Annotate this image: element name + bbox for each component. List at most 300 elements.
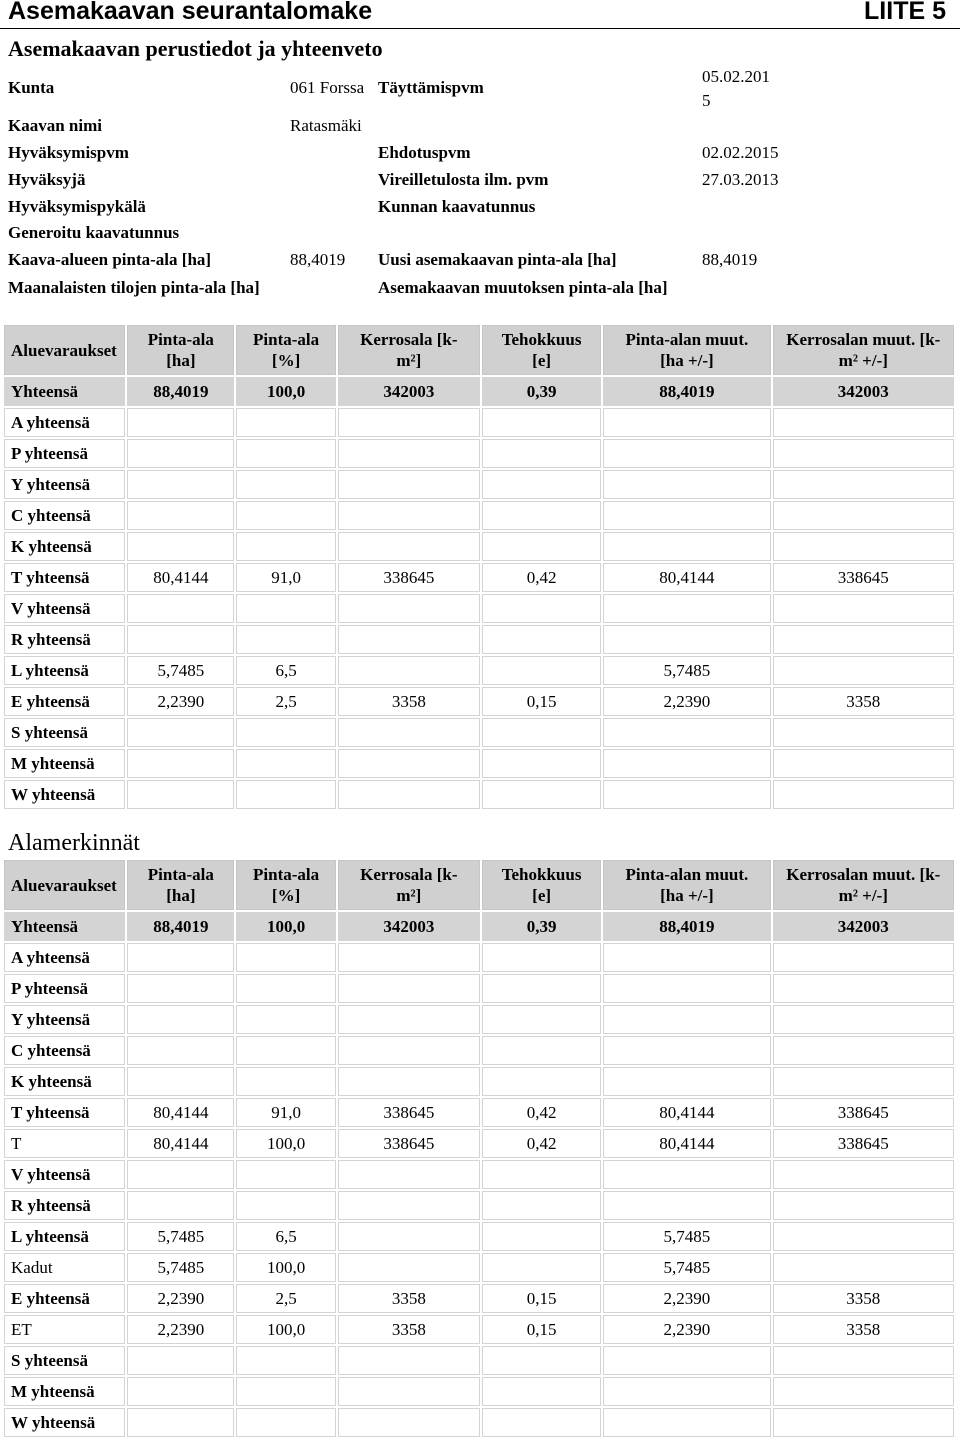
- table-header-row: [4, 325, 954, 375]
- col-kerrosalan-muutos-cell: [773, 1253, 954, 1282]
- header-line: Aluevaraukset: [11, 340, 117, 360]
- col-kerrosala-cell: 342003: [338, 912, 480, 941]
- col-pinta-ala-pct-cell: 100,0: [236, 1315, 335, 1344]
- header-line: Aluevaraukset: [11, 875, 117, 895]
- row-label: P yhteensä: [4, 439, 125, 468]
- hyvaksymispykala-label: Hyväksymispykälä: [8, 197, 146, 216]
- col-kerrosala-cell: [338, 594, 480, 623]
- table-row: [4, 1253, 954, 1282]
- row-label: E yhteensä: [4, 1284, 125, 1313]
- header-line: Tehokkuus: [501, 865, 582, 884]
- table-row: [4, 532, 954, 561]
- col-pinta-ala-ha-cell: [127, 470, 234, 499]
- header-line: [e]: [532, 886, 552, 905]
- col-tehokkuus-cell: [482, 501, 601, 530]
- col-pinta-ala-ha-cell: [127, 1191, 234, 1220]
- row-label: M yhteensä: [4, 1377, 125, 1406]
- col-kerrosala-cell: [338, 1222, 480, 1251]
- col-aluevaraukset-header: [4, 860, 125, 910]
- col-kerrosalan-muutos-cell: [773, 974, 954, 1003]
- col-kerrosalan-muutos-cell: [773, 1346, 954, 1375]
- appendix-label: LIITE 5: [864, 0, 946, 25]
- col-kerrosala-cell: [338, 532, 480, 561]
- col-tehokkuus-header: [482, 325, 601, 375]
- header-line: [e]: [532, 351, 552, 370]
- table-row: [4, 974, 954, 1003]
- row-label: T yhteensä: [4, 563, 125, 592]
- col-kerrosala-cell: 3358: [338, 1315, 480, 1344]
- col-kerrosala-cell: [338, 1036, 480, 1065]
- col-pinta-ala-pct-header: [236, 860, 335, 910]
- col-pinta-ala-ha-cell: [127, 780, 234, 809]
- ehdotuspvm-label: Ehdotuspvm: [378, 143, 471, 162]
- table-row: [4, 625, 954, 654]
- header-line: [ha +/-]: [660, 351, 714, 370]
- col-pinta-ala-pct-cell: 91,0: [236, 563, 335, 592]
- header-line: Kerrosalan muut. [k-: [786, 865, 941, 884]
- col-pinta-ala-pct-cell: [236, 439, 335, 468]
- table-row: [4, 1284, 954, 1313]
- col-pinta-ala-ha-cell: 88,4019: [127, 377, 234, 406]
- col-pinta-ala-ha-cell: [127, 749, 234, 778]
- col-kerrosala-cell: [338, 943, 480, 972]
- col-pinta-alan-muutos-cell: 5,7485: [603, 1222, 770, 1251]
- col-pinta-ala-pct-cell: [236, 974, 335, 1003]
- table-row: [4, 1377, 954, 1406]
- total-row: [4, 377, 954, 406]
- generoitu-kaavatunnus-label: Generoitu kaavatunnus: [8, 223, 180, 242]
- uusi-pinta-ala-label: Uusi asemakaavan pinta-ala [ha]: [378, 250, 617, 269]
- hyvaksyja-label: Hyväksyjä: [8, 170, 86, 189]
- col-pinta-ala-pct-cell: [236, 1005, 335, 1034]
- row-label: A yhteensä: [4, 408, 125, 437]
- row-label: V yhteensä: [4, 594, 125, 623]
- row-label: C yhteensä: [4, 501, 125, 530]
- col-kerrosala-cell: 3358: [338, 1284, 480, 1313]
- col-kerrosala-cell: [338, 1005, 480, 1034]
- col-tehokkuus-cell: [482, 1377, 601, 1406]
- muutos-pinta-ala-label: Asemakaavan muutoksen pinta-ala [ha]: [378, 278, 668, 297]
- col-pinta-ala-pct-cell: 6,5: [236, 1222, 335, 1251]
- col-kerrosalan-muutos-cell: [773, 1222, 954, 1251]
- vireilletulo-label: Vireilletulosta ilm. pvm: [378, 170, 549, 189]
- col-pinta-ala-ha-cell: [127, 1346, 234, 1375]
- col-tehokkuus-cell: [482, 718, 601, 747]
- col-pinta-alan-muutos-cell: 5,7485: [603, 1253, 770, 1282]
- header-line: Pinta-ala: [147, 330, 214, 349]
- table-row: [4, 1067, 954, 1096]
- col-kerrosalan-muutos-cell: [773, 532, 954, 561]
- table-row: [4, 1315, 954, 1344]
- col-pinta-alan-muutos-cell: [603, 470, 770, 499]
- col-pinta-ala-ha-cell: [127, 439, 234, 468]
- col-pinta-ala-ha-cell: 2,2390: [127, 1315, 234, 1344]
- alamerkinnat-table: [2, 858, 956, 1439]
- table-row: [4, 594, 954, 623]
- col-kerrosalan-muutos-cell: [773, 625, 954, 654]
- col-kerrosalan-muutos-cell: [773, 656, 954, 685]
- table-row: [4, 1005, 954, 1034]
- col-pinta-alan-muutos-cell: [603, 1408, 770, 1437]
- col-tehokkuus-cell: [482, 1253, 601, 1282]
- col-pinta-ala-ha-cell: [127, 501, 234, 530]
- row-label: Y yhteensä: [4, 1005, 125, 1034]
- col-pinta-ala-pct-cell: [236, 1346, 335, 1375]
- row-label: W yhteensä: [4, 780, 125, 809]
- col-tehokkuus-cell: [482, 656, 601, 685]
- col-tehokkuus-cell: [482, 1222, 601, 1251]
- kunta-label: Kunta: [8, 78, 55, 97]
- header-line: Pinta-alan muut.: [625, 865, 749, 884]
- col-pinta-ala-ha-cell: 80,4144: [127, 563, 234, 592]
- row-label: ET: [4, 1315, 125, 1344]
- col-tehokkuus-cell: [482, 974, 601, 1003]
- col-tehokkuus-cell: [482, 1346, 601, 1375]
- row-label: S yhteensä: [4, 1346, 125, 1375]
- kunta-value: 061 Forssa: [290, 78, 365, 97]
- col-pinta-ala-pct-cell: 100,0: [236, 1253, 335, 1282]
- col-pinta-ala-pct-cell: [236, 625, 335, 654]
- col-pinta-ala-ha-cell: [127, 1408, 234, 1437]
- col-pinta-alan-muutos-cell: 5,7485: [603, 656, 770, 685]
- header-line: [%]: [271, 886, 301, 905]
- col-kerrosala-cell: 338645: [338, 563, 480, 592]
- table-row: [4, 1098, 954, 1127]
- col-tehokkuus-cell: [482, 1005, 601, 1034]
- tayttamispvm-label: Täyttämispvm: [378, 78, 484, 97]
- uusi-pinta-ala-value: 88,4019: [702, 250, 758, 269]
- col-pinta-ala-ha-cell: 5,7485: [127, 1222, 234, 1251]
- header-line: [%]: [271, 351, 301, 370]
- header-line: Kerrosala [k-: [360, 865, 458, 884]
- col-pinta-ala-pct-cell: [236, 749, 335, 778]
- table-row: [4, 563, 954, 592]
- col-pinta-alan-muutos-cell: [603, 1191, 770, 1220]
- col-kerrosala-header: [338, 325, 480, 375]
- col-tehokkuus-cell: [482, 943, 601, 972]
- col-pinta-alan-muutos-cell: [603, 1346, 770, 1375]
- col-pinta-ala-ha-cell: 5,7485: [127, 1253, 234, 1282]
- aluevaraukset-table: [2, 323, 956, 811]
- row-label: K yhteensä: [4, 1067, 125, 1096]
- col-tehokkuus-cell: 0,15: [482, 1284, 601, 1313]
- col-pinta-ala-ha-cell: [127, 594, 234, 623]
- hyvaksymispvm-label: Hyväksymispvm: [8, 143, 129, 162]
- header-line: Pinta-alan muut.: [625, 330, 749, 349]
- row-label: R yhteensä: [4, 1191, 125, 1220]
- col-kerrosalan-muutos-cell: [773, 1036, 954, 1065]
- row-label: Y yhteensä: [4, 470, 125, 499]
- col-kerrosala-cell: 342003: [338, 377, 480, 406]
- header-line: Pinta-ala: [253, 330, 320, 349]
- col-pinta-ala-pct-cell: 2,5: [236, 1284, 335, 1313]
- col-kerrosalan-muutos-cell: [773, 594, 954, 623]
- col-tehokkuus-cell: 0,42: [482, 563, 601, 592]
- col-pinta-alan-muutos-cell: 80,4144: [603, 1098, 770, 1127]
- col-pinta-alan-muutos-header: [603, 325, 770, 375]
- col-pinta-alan-muutos-cell: [603, 408, 770, 437]
- col-kerrosalan-muutos-header: [773, 860, 954, 910]
- col-tehokkuus-cell: 0,42: [482, 1129, 601, 1158]
- row-label: R yhteensä: [4, 625, 125, 654]
- maanalaiset-tilat-label: Maanalaisten tilojen pinta-ala [ha]: [8, 278, 260, 297]
- kaava-alue-pinta-ala-label: Kaava-alueen pinta-ala [ha]: [8, 250, 212, 269]
- header-line: m² +/-]: [838, 886, 888, 905]
- table-row: [4, 1346, 954, 1375]
- col-kerrosala-cell: [338, 1067, 480, 1096]
- col-tehokkuus-cell: [482, 532, 601, 561]
- col-pinta-alan-muutos-cell: [603, 1377, 770, 1406]
- col-tehokkuus-cell: [482, 1036, 601, 1065]
- table-row: [4, 470, 954, 499]
- row-label: P yhteensä: [4, 974, 125, 1003]
- col-pinta-ala-pct-cell: [236, 1160, 335, 1189]
- col-kerrosalan-muutos-cell: [773, 1005, 954, 1034]
- col-pinta-ala-ha-header: [127, 325, 234, 375]
- col-kerrosalan-muutos-cell: [773, 408, 954, 437]
- col-pinta-ala-ha-cell: [127, 625, 234, 654]
- col-pinta-alan-muutos-cell: 2,2390: [603, 1315, 770, 1344]
- row-label: V yhteensä: [4, 1160, 125, 1189]
- row-label: C yhteensä: [4, 1036, 125, 1065]
- vireilletulo-value: 27.03.2013: [702, 170, 779, 189]
- col-pinta-alan-muutos-cell: [603, 1036, 770, 1065]
- col-pinta-ala-pct-cell: 100,0: [236, 377, 335, 406]
- col-kerrosala-cell: [338, 1377, 480, 1406]
- col-kerrosalan-muutos-cell: [773, 1377, 954, 1406]
- col-tehokkuus-cell: 0,39: [482, 377, 601, 406]
- col-pinta-ala-pct-cell: [236, 1408, 335, 1437]
- header-line: m²]: [396, 351, 422, 370]
- header-line: Tehokkuus: [501, 330, 582, 349]
- col-tehokkuus-cell: 0,42: [482, 1098, 601, 1127]
- col-kerrosala-cell: [338, 1408, 480, 1437]
- col-kerrosala-cell: [338, 656, 480, 685]
- col-kerrosala-cell: [338, 1160, 480, 1189]
- kunnan-kaavatunnus-label: Kunnan kaavatunnus: [378, 197, 536, 216]
- col-pinta-alan-muutos-cell: [603, 974, 770, 1003]
- col-pinta-alan-muutos-cell: [603, 532, 770, 561]
- col-pinta-ala-pct-cell: [236, 408, 335, 437]
- col-kerrosalan-muutos-header: [773, 325, 954, 375]
- header-line: m² +/-]: [838, 351, 888, 370]
- col-pinta-ala-pct-cell: 100,0: [236, 912, 335, 941]
- row-label: Yhteensä: [4, 377, 125, 406]
- col-pinta-ala-pct-cell: 100,0: [236, 1129, 335, 1158]
- kaavan-nimi-label: Kaavan nimi: [8, 116, 102, 135]
- header-line: Pinta-ala: [147, 865, 214, 884]
- row-label: E yhteensä: [4, 687, 125, 716]
- col-kerrosalan-muutos-cell: [773, 1408, 954, 1437]
- table-row: [4, 1191, 954, 1220]
- col-pinta-alan-muutos-cell: [603, 1005, 770, 1034]
- header-line: Kerrosalan muut. [k-: [786, 330, 941, 349]
- col-pinta-ala-pct-cell: 6,5: [236, 656, 335, 685]
- table-row: [4, 439, 954, 468]
- table-header-row: [4, 860, 954, 910]
- col-tehokkuus-cell: 0,15: [482, 687, 601, 716]
- col-kerrosalan-muutos-cell: [773, 718, 954, 747]
- header-line: [ha +/-]: [660, 886, 714, 905]
- col-pinta-alan-muutos-cell: [603, 594, 770, 623]
- col-kerrosalan-muutos-cell: [773, 439, 954, 468]
- col-tehokkuus-cell: 0,15: [482, 1315, 601, 1344]
- table-row: [4, 1160, 954, 1189]
- col-pinta-ala-pct-cell: [236, 1191, 335, 1220]
- col-kerrosala-cell: 3358: [338, 687, 480, 716]
- col-pinta-ala-pct-cell: 2,5: [236, 687, 335, 716]
- col-pinta-ala-pct-cell: [236, 780, 335, 809]
- tayttamispvm-value-line1: 05.02.201: [702, 67, 770, 86]
- col-pinta-alan-muutos-cell: 80,4144: [603, 563, 770, 592]
- col-pinta-ala-ha-cell: [127, 943, 234, 972]
- col-pinta-ala-pct-cell: [236, 718, 335, 747]
- col-pinta-alan-muutos-cell: [603, 439, 770, 468]
- col-kerrosalan-muutos-cell: [773, 749, 954, 778]
- col-pinta-alan-muutos-cell: [603, 943, 770, 972]
- col-pinta-alan-muutos-cell: [603, 780, 770, 809]
- col-pinta-ala-pct-cell: [236, 501, 335, 530]
- table-row: [4, 1408, 954, 1437]
- col-pinta-ala-pct-cell: [236, 1067, 335, 1096]
- col-pinta-ala-ha-cell: [127, 408, 234, 437]
- col-pinta-ala-pct-cell: [236, 594, 335, 623]
- col-tehokkuus-cell: [482, 470, 601, 499]
- col-pinta-alan-muutos-cell: [603, 1160, 770, 1189]
- col-pinta-ala-pct-cell: [236, 1036, 335, 1065]
- row-label: T yhteensä: [4, 1098, 125, 1127]
- ehdotuspvm-value: 02.02.2015: [702, 143, 779, 162]
- row-label: L yhteensä: [4, 656, 125, 685]
- col-kerrosala-cell: 338645: [338, 1098, 480, 1127]
- col-pinta-alan-muutos-header: [603, 860, 770, 910]
- col-tehokkuus-cell: [482, 1160, 601, 1189]
- table-row: [4, 780, 954, 809]
- col-pinta-alan-muutos-cell: [603, 718, 770, 747]
- col-kerrosala-cell: [338, 1253, 480, 1282]
- table-row: [4, 1129, 954, 1158]
- col-kerrosalan-muutos-cell: [773, 1160, 954, 1189]
- col-kerrosalan-muutos-cell: 338645: [773, 1098, 954, 1127]
- total-row: [4, 912, 954, 941]
- col-tehokkuus-cell: [482, 749, 601, 778]
- table-row: [4, 687, 954, 716]
- table-row: [4, 1222, 954, 1251]
- col-kerrosalan-muutos-cell: 338645: [773, 1129, 954, 1158]
- col-kerrosalan-muutos-cell: [773, 780, 954, 809]
- col-pinta-ala-ha-cell: 2,2390: [127, 687, 234, 716]
- header-line: Kerrosala [k-: [360, 330, 458, 349]
- col-pinta-ala-ha-cell: [127, 974, 234, 1003]
- col-pinta-ala-ha-cell: 80,4144: [127, 1129, 234, 1158]
- kaava-alue-pinta-ala-value: 88,4019: [290, 250, 346, 269]
- col-kerrosalan-muutos-cell: [773, 470, 954, 499]
- row-label: Kadut: [4, 1253, 125, 1282]
- col-kerrosalan-muutos-cell: 342003: [773, 377, 954, 406]
- form-title: Asemakaavan seurantalomake: [8, 0, 373, 25]
- col-tehokkuus-cell: 0,39: [482, 912, 601, 941]
- col-kerrosalan-muutos-cell: 338645: [773, 563, 954, 592]
- kaavan-nimi-value: Ratasmäki: [290, 116, 362, 135]
- col-kerrosalan-muutos-cell: [773, 501, 954, 530]
- row-label: K yhteensä: [4, 532, 125, 561]
- col-kerrosalan-muutos-cell: 3358: [773, 687, 954, 716]
- col-aluevaraukset-header: [4, 325, 125, 375]
- col-kerrosalan-muutos-cell: 342003: [773, 912, 954, 941]
- row-label: L yhteensä: [4, 1222, 125, 1251]
- col-pinta-ala-pct-cell: [236, 1377, 335, 1406]
- col-pinta-ala-ha-cell: [127, 1067, 234, 1096]
- table-row: [4, 943, 954, 972]
- col-kerrosala-header: [338, 860, 480, 910]
- header-line: Pinta-ala: [253, 865, 320, 884]
- row-label: M yhteensä: [4, 749, 125, 778]
- table-row: [4, 1036, 954, 1065]
- section-title-alamerkinnat: Alamerkinnät: [8, 830, 140, 856]
- col-pinta-ala-ha-cell: 88,4019: [127, 912, 234, 941]
- col-pinta-alan-muutos-cell: [603, 501, 770, 530]
- col-pinta-ala-pct-cell: [236, 943, 335, 972]
- col-pinta-ala-ha-cell: [127, 1377, 234, 1406]
- col-tehokkuus-cell: [482, 1191, 601, 1220]
- section-title-basic-info: Asemakaavan perustiedot ja yhteenveto: [8, 36, 383, 61]
- row-label: W yhteensä: [4, 1408, 125, 1437]
- col-kerrosala-cell: [338, 1346, 480, 1375]
- col-pinta-ala-pct-header: [236, 325, 335, 375]
- col-kerrosala-cell: [338, 718, 480, 747]
- col-kerrosala-cell: [338, 470, 480, 499]
- col-kerrosala-cell: [338, 501, 480, 530]
- col-pinta-alan-muutos-cell: 88,4019: [603, 912, 770, 941]
- header-line: [ha]: [166, 886, 196, 905]
- col-pinta-ala-ha-cell: 80,4144: [127, 1098, 234, 1127]
- col-kerrosala-cell: 338645: [338, 1129, 480, 1158]
- col-kerrosala-cell: [338, 408, 480, 437]
- col-kerrosalan-muutos-cell: [773, 943, 954, 972]
- col-pinta-ala-ha-cell: 2,2390: [127, 1284, 234, 1313]
- table-row: [4, 501, 954, 530]
- col-pinta-alan-muutos-cell: [603, 749, 770, 778]
- col-tehokkuus-header: [482, 860, 601, 910]
- col-pinta-alan-muutos-cell: [603, 625, 770, 654]
- col-kerrosalan-muutos-cell: 3358: [773, 1284, 954, 1313]
- col-kerrosala-cell: [338, 974, 480, 1003]
- col-kerrosala-cell: [338, 1191, 480, 1220]
- col-pinta-alan-muutos-cell: 2,2390: [603, 1284, 770, 1313]
- col-kerrosalan-muutos-cell: 3358: [773, 1315, 954, 1344]
- header-line: m²]: [396, 886, 422, 905]
- col-pinta-ala-ha-header: [127, 860, 234, 910]
- col-kerrosala-cell: [338, 625, 480, 654]
- col-pinta-ala-ha-cell: [127, 718, 234, 747]
- col-kerrosala-cell: [338, 439, 480, 468]
- col-kerrosalan-muutos-cell: [773, 1067, 954, 1096]
- title-rule: [0, 28, 960, 29]
- col-tehokkuus-cell: [482, 594, 601, 623]
- col-pinta-ala-ha-cell: [127, 1160, 234, 1189]
- col-tehokkuus-cell: [482, 780, 601, 809]
- col-kerrosala-cell: [338, 749, 480, 778]
- col-tehokkuus-cell: [482, 1067, 601, 1096]
- col-pinta-ala-pct-cell: [236, 532, 335, 561]
- col-kerrosala-cell: [338, 780, 480, 809]
- col-tehokkuus-cell: [482, 408, 601, 437]
- col-pinta-ala-pct-cell: [236, 470, 335, 499]
- row-label: S yhteensä: [4, 718, 125, 747]
- table-row: [4, 718, 954, 747]
- header-line: [ha]: [166, 351, 196, 370]
- col-pinta-ala-ha-cell: 5,7485: [127, 656, 234, 685]
